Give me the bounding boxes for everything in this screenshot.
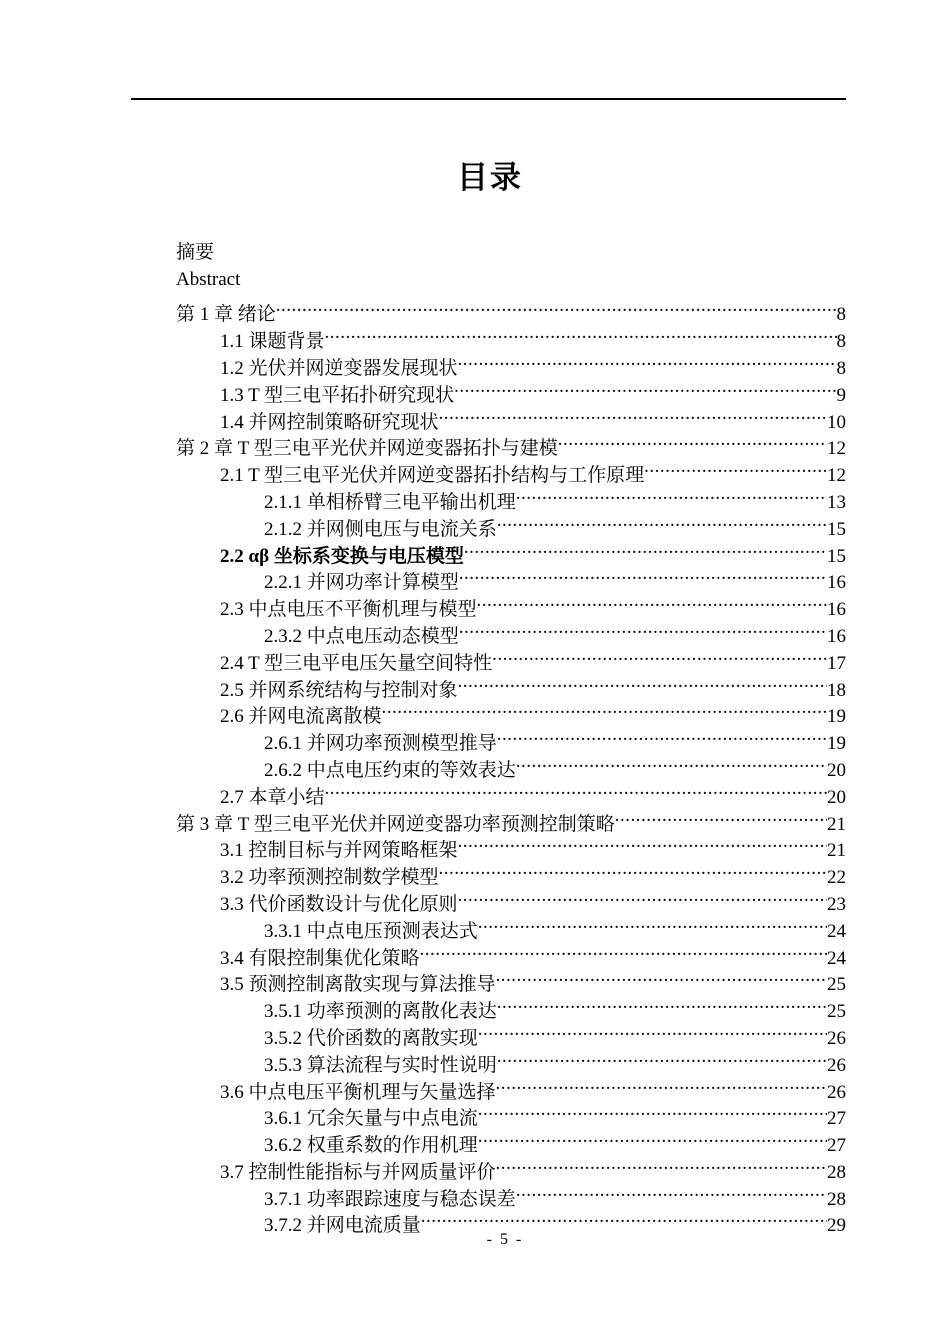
toc-entry-page: 23 bbox=[827, 893, 846, 915]
toc-leader-dots bbox=[497, 508, 827, 535]
toc-entry[interactable] bbox=[176, 294, 846, 326]
toc-leader-dots bbox=[516, 1178, 827, 1205]
toc-leader-dots bbox=[615, 803, 827, 830]
toc-leader-dots bbox=[458, 669, 827, 696]
toc-entry-page: 27 bbox=[827, 1108, 846, 1130]
toc-entry-page: 17 bbox=[827, 652, 846, 674]
toc-entry-page: 15 bbox=[827, 518, 846, 540]
toc-leader-dots bbox=[516, 481, 827, 508]
toc-entry-page: 28 bbox=[827, 1161, 846, 1183]
table-of-contents bbox=[176, 240, 846, 1237]
toc-leader-dots bbox=[496, 964, 827, 991]
toc-entry-label: 2.1.2 并网侧电压与电流关系 bbox=[264, 518, 497, 540]
toc-entry-page: 28 bbox=[827, 1188, 846, 1210]
toc-entry-page: 13 bbox=[827, 491, 846, 513]
toc-entry-page: 12 bbox=[827, 438, 846, 460]
toc-entry-label: 摘要 bbox=[176, 242, 215, 263]
toc-entry-page: 19 bbox=[827, 733, 846, 755]
toc-entry-label: 2.1.1 单相桥臂三电平输出机理 bbox=[264, 491, 516, 513]
toc-leader-dots bbox=[458, 347, 837, 374]
toc-entry-label: 2.3.2 中点电压动态模型 bbox=[264, 625, 459, 647]
toc-leader-dots bbox=[516, 749, 827, 776]
toc-entry-page: 15 bbox=[827, 545, 846, 567]
toc-entry-label: 3.5 预测控制离散实现与算法推导 bbox=[220, 974, 496, 996]
toc-entry-page: 10 bbox=[827, 411, 846, 433]
toc-entry-page: 20 bbox=[827, 786, 846, 808]
toc-entry-label: 3.1 控制目标与并网策略框架 bbox=[220, 840, 458, 862]
toc-entry-page: 21 bbox=[827, 813, 846, 835]
page-number: - 5 - bbox=[486, 1231, 524, 1248]
toc-leader-dots bbox=[458, 830, 827, 857]
toc-entry-page: 16 bbox=[827, 599, 846, 621]
toc-entry-page: 21 bbox=[827, 840, 846, 862]
toc-entry-label: 2.2.1 并网功率计算模型 bbox=[264, 572, 459, 594]
toc-entry-page: 25 bbox=[827, 1001, 846, 1023]
toc-entry[interactable] bbox=[176, 240, 846, 267]
toc-leader-dots bbox=[454, 374, 836, 401]
toc-entry-page: 19 bbox=[827, 706, 846, 728]
toc-entry-label: 1.2 光伏并网逆变器发展现状 bbox=[220, 357, 458, 379]
toc-entry-label: 第 2 章 T 型三电平光伏并网逆变器拓扑与建模 bbox=[176, 438, 558, 460]
toc-entry-page: 16 bbox=[827, 625, 846, 647]
toc-leader-dots bbox=[464, 535, 827, 562]
toc-leader-dots bbox=[439, 401, 827, 428]
toc-leader-dots bbox=[477, 588, 827, 615]
page-title: 目录 bbox=[457, 160, 523, 196]
toc-leader-dots bbox=[496, 1151, 827, 1178]
toc-entry-page: 25 bbox=[827, 974, 846, 996]
toc-entry-label: 2.7 本章小结 bbox=[220, 786, 325, 808]
toc-entry-label: 3.3.1 中点电压预测表达式 bbox=[264, 920, 478, 942]
toc-leader-dots bbox=[478, 1098, 827, 1125]
toc-leader-dots bbox=[382, 696, 827, 723]
toc-entry-page: 24 bbox=[827, 920, 846, 942]
toc-entry-page: 27 bbox=[827, 1135, 846, 1157]
toc-entry-label: 3.6.1 冗余矢量与中点电流 bbox=[264, 1108, 478, 1130]
toc-entry-label: 3.7.2 并网电流质量 bbox=[264, 1215, 421, 1237]
toc-entry-page: 12 bbox=[827, 465, 846, 487]
toc-entry-label: 第 3 章 T 型三电平光伏并网逆变器功率预测控制策略 bbox=[176, 813, 615, 835]
toc-leader-dots bbox=[496, 1071, 827, 1098]
toc-leader-dots bbox=[421, 1205, 827, 1232]
toc-entry-label: 3.7 控制性能指标与并网质量评价 bbox=[220, 1161, 496, 1183]
toc-entry-label: 2.2 αβ 坐标系变换与电压模型 bbox=[220, 545, 464, 567]
toc-entry-label: Abstract bbox=[176, 268, 241, 290]
toc-entry-label: 1.1 课题背景 bbox=[220, 331, 325, 353]
toc-entry-page: 8 bbox=[836, 331, 846, 353]
toc-leader-dots bbox=[420, 937, 827, 964]
toc-entry-label: 2.6.2 中点电压约束的等效表达 bbox=[264, 759, 516, 781]
toc-entry-label: 3.4 有限控制集优化策略 bbox=[220, 947, 420, 969]
toc-entry-label: 3.5.3 算法流程与实时性说明 bbox=[264, 1054, 497, 1076]
toc-entry-label: 第 1 章 绪论 bbox=[176, 304, 276, 326]
toc-entry-page: 26 bbox=[827, 1081, 846, 1103]
toc-leader-dots bbox=[478, 1124, 827, 1151]
toc-entry-label: 2.4 T 型三电平电压矢量空间特性 bbox=[220, 652, 493, 674]
toc-leader-dots bbox=[276, 294, 837, 321]
toc-entry-label: 3.5.2 代价函数的离散实现 bbox=[264, 1027, 478, 1049]
toc-leader-dots bbox=[558, 428, 827, 455]
toc-leader-dots bbox=[497, 722, 827, 749]
toc-leader-dots bbox=[458, 883, 827, 910]
toc-entry-label: 3.3 代价函数设计与优化原则 bbox=[220, 893, 458, 915]
toc-leader-dots bbox=[325, 776, 827, 803]
toc-leader-dots bbox=[644, 454, 827, 481]
toc-entry-page: 24 bbox=[827, 947, 846, 969]
toc-leader-dots bbox=[439, 856, 827, 883]
toc-entry-label: 3.2 功率预测控制数学模型 bbox=[220, 867, 439, 889]
toc-entry-label: 2.5 并网系统结构与控制对象 bbox=[220, 679, 458, 701]
toc-entry-page: 8 bbox=[836, 357, 846, 379]
toc-entry-label: 3.6 中点电压平衡机理与矢量选择 bbox=[220, 1081, 496, 1103]
toc-entry-page: 26 bbox=[827, 1054, 846, 1076]
toc-leader-dots bbox=[492, 642, 827, 669]
toc-entry-label: 3.7.1 功率跟踪速度与稳态误差 bbox=[264, 1188, 516, 1210]
toc-entry-label: 1.4 并网控制策略研究现状 bbox=[220, 411, 439, 433]
toc-leader-dots bbox=[325, 320, 837, 347]
toc-entry-page: 16 bbox=[827, 572, 846, 594]
toc-entry-label: 2.6 并网电流离散模 bbox=[220, 706, 382, 728]
toc-entry-page: 18 bbox=[827, 679, 846, 701]
toc-entry-page: 22 bbox=[827, 867, 846, 889]
toc-entry-page: 29 bbox=[827, 1215, 846, 1237]
toc-leader-dots bbox=[497, 1044, 827, 1071]
toc-leader-dots bbox=[478, 910, 827, 937]
toc-leader-dots bbox=[497, 990, 827, 1017]
toc-leader-dots bbox=[459, 562, 827, 589]
toc-entry-page: 9 bbox=[836, 384, 846, 406]
toc-leader-dots bbox=[478, 1017, 827, 1044]
toc-entry-label: 3.6.2 权重系数的作用机理 bbox=[264, 1135, 478, 1157]
toc-entry-page: 20 bbox=[827, 759, 846, 781]
toc-leader-dots bbox=[459, 615, 827, 642]
toc-entry-label: 2.1 T 型三电平光伏并网逆变器拓扑结构与工作原理 bbox=[220, 465, 645, 487]
toc-entry-label: 1.3 T 型三电平拓扑研究现状 bbox=[220, 384, 455, 406]
toc-entry-page: 8 bbox=[836, 304, 846, 326]
toc-entry-label: 3.5.1 功率预测的离散化表达 bbox=[264, 1001, 497, 1023]
toc-entry-page: 26 bbox=[827, 1027, 846, 1049]
toc-entry-label: 2.3 中点电压不平衡机理与模型 bbox=[220, 599, 477, 621]
toc-entry[interactable] bbox=[176, 267, 846, 294]
toc-entry-label: 2.6.1 并网功率预测模型推导 bbox=[264, 733, 497, 755]
header-rule bbox=[131, 98, 846, 100]
toc-entry[interactable] bbox=[176, 320, 846, 353]
